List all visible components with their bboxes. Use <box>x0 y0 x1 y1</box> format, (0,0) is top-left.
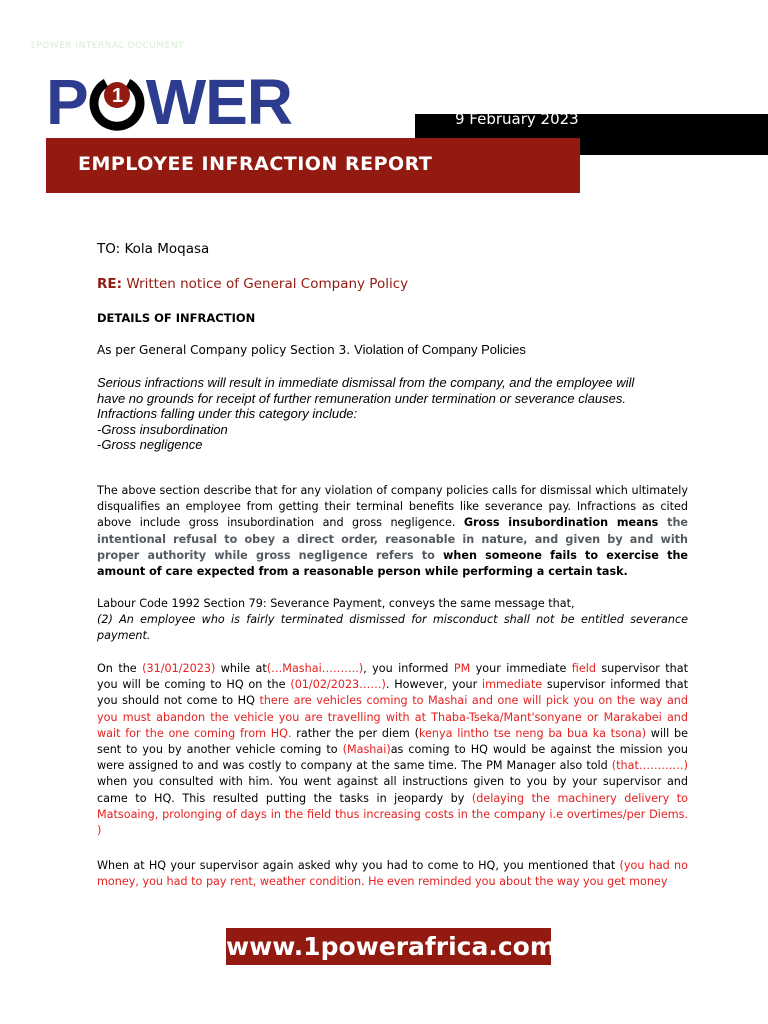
explanation-paragraph <box>97 483 688 580</box>
text-span: when you consulted with him. You went against all instructions given to you by your supervisor and came to HQ. This resulted putting the tasks in jeopardy by <box>97 775 688 805</box>
hq-visit-paragraph <box>97 858 688 890</box>
report-title: EMPLOYEE INFRACTION REPORT <box>78 153 433 175</box>
subject-line <box>97 276 408 292</box>
bold-span: when someone fails to exercise the amount of care expected from a reasonable person while performing a certain task. <box>97 548 688 579</box>
definition-span: the intentional refusal to obey a direct order, reasonable in nature, and given by and with proper authority while gross negligence refers to <box>97 516 688 562</box>
labour-code-quote: (2) An employee who is fairly terminated dismissed for misconduct shall not be entitled severance payment. <box>97 613 688 643</box>
highlight-span: (you had no money, you had to pay rent, weather condition. He even reminded you about the way you get money <box>97 859 688 889</box>
policy-quote-line: -Gross insubordination <box>97 421 228 437</box>
policy-quote-line: Serious infractions will result in immediate dismissal from the company, and the employee will <box>97 375 635 390</box>
policy-quote <box>97 375 689 453</box>
text-span: while at <box>215 662 267 675</box>
text-span: as coming to HQ would be against the mission you were assigned to and was costly to company at the same time. The PM Manager also told <box>97 743 688 773</box>
logo-mark-digit: 1 <box>111 85 122 107</box>
text-span: , you informed <box>363 662 454 675</box>
highlight-span: (that…………) <box>611 759 688 773</box>
policy-reference <box>97 342 526 358</box>
text-span: rather the per diem ( <box>291 726 419 740</box>
logo-text-left: P <box>46 66 88 138</box>
recipient-label: TO: <box>97 241 121 257</box>
details-heading: DETAILS OF INFRACTION <box>97 311 256 325</box>
highlight-span: (Mashai) <box>342 743 391 757</box>
internal-label: 1POWER INTERNAL DOCUMENT <box>30 41 185 51</box>
website-link[interactable]: www.1powerafrica.com <box>226 932 556 961</box>
policy-reference-title: Violation of Company Policies <box>354 342 526 357</box>
report-date: 9 February 2023 <box>455 110 579 128</box>
recipient-name: Kola Moqasa <box>124 241 210 257</box>
bold-span: Gross insubordination means <box>463 516 659 530</box>
recipient-line <box>97 241 209 257</box>
highlight-span: immediate <box>481 678 543 692</box>
highlight-span: field <box>571 662 596 675</box>
policy-reference-section: As per General Company policy Section 3. <box>97 343 351 357</box>
policy-quote-line: have no grounds for receipt of further remuneration under termination or severance clauses. <box>97 390 626 406</box>
subject-label: RE: <box>97 276 123 292</box>
text-span: will be sent to you by another vehicle coming to <box>97 726 689 757</box>
highlight-span: (31/01/2023) <box>142 662 216 675</box>
highlight-span: (…Mashai……….) <box>266 662 364 675</box>
highlight-span: kenya lintho tse neng ba bua ka tsona) <box>418 726 647 740</box>
incident-paragraph <box>97 661 688 839</box>
text-span: supervisor informed that you should not come to HQ <box>97 678 688 708</box>
highlight-span: (01/02/2023……) <box>290 678 386 692</box>
power-button-icon <box>86 71 148 133</box>
text-span: supervisor that you will be coming to HQ on the <box>97 662 688 692</box>
text-span: The above section describe that for any violation of company policies calls for dismissal which ultimately disqualifies an employee from getting their terminal benefits like severance pay. Infractions as cited above include gross insubordination and gross negligence. <box>97 484 688 530</box>
subject-text: Written notice of General Company Policy <box>126 276 409 292</box>
text-span: On the <box>97 662 143 675</box>
text-span: . However, your <box>385 678 482 692</box>
labour-code-paragraph <box>97 596 688 645</box>
text-span: your immediate <box>470 662 572 675</box>
labour-code-line: Labour Code 1992 Section 79: Severance Payment, conveys the same message that, <box>97 597 575 610</box>
policy-quote-line: -Gross negligence <box>97 437 203 452</box>
highlight-span: (delaying the machinery delivery to Matsoaing, prolonging of days in the field thus increasing costs in the company i.e overtimes/per Diems. ) <box>97 791 688 838</box>
policy-quote-line: Infractions falling under this category include: <box>97 406 358 421</box>
highlight-span: PM <box>453 662 471 675</box>
highlight-span: there are vehicles coming to Mashai and one will pick you on the way and you must abandon the vehicle you are travelling with at Thaba-Tseka/Mant'sonyane or Marakabei and wait for the one coming from HQ. <box>97 694 688 740</box>
logo-text-right: WER <box>145 66 292 138</box>
text-span: When at HQ your supervisor again asked why you had to come to HQ, you mentioned that <box>97 859 620 872</box>
company-logo <box>46 66 316 138</box>
